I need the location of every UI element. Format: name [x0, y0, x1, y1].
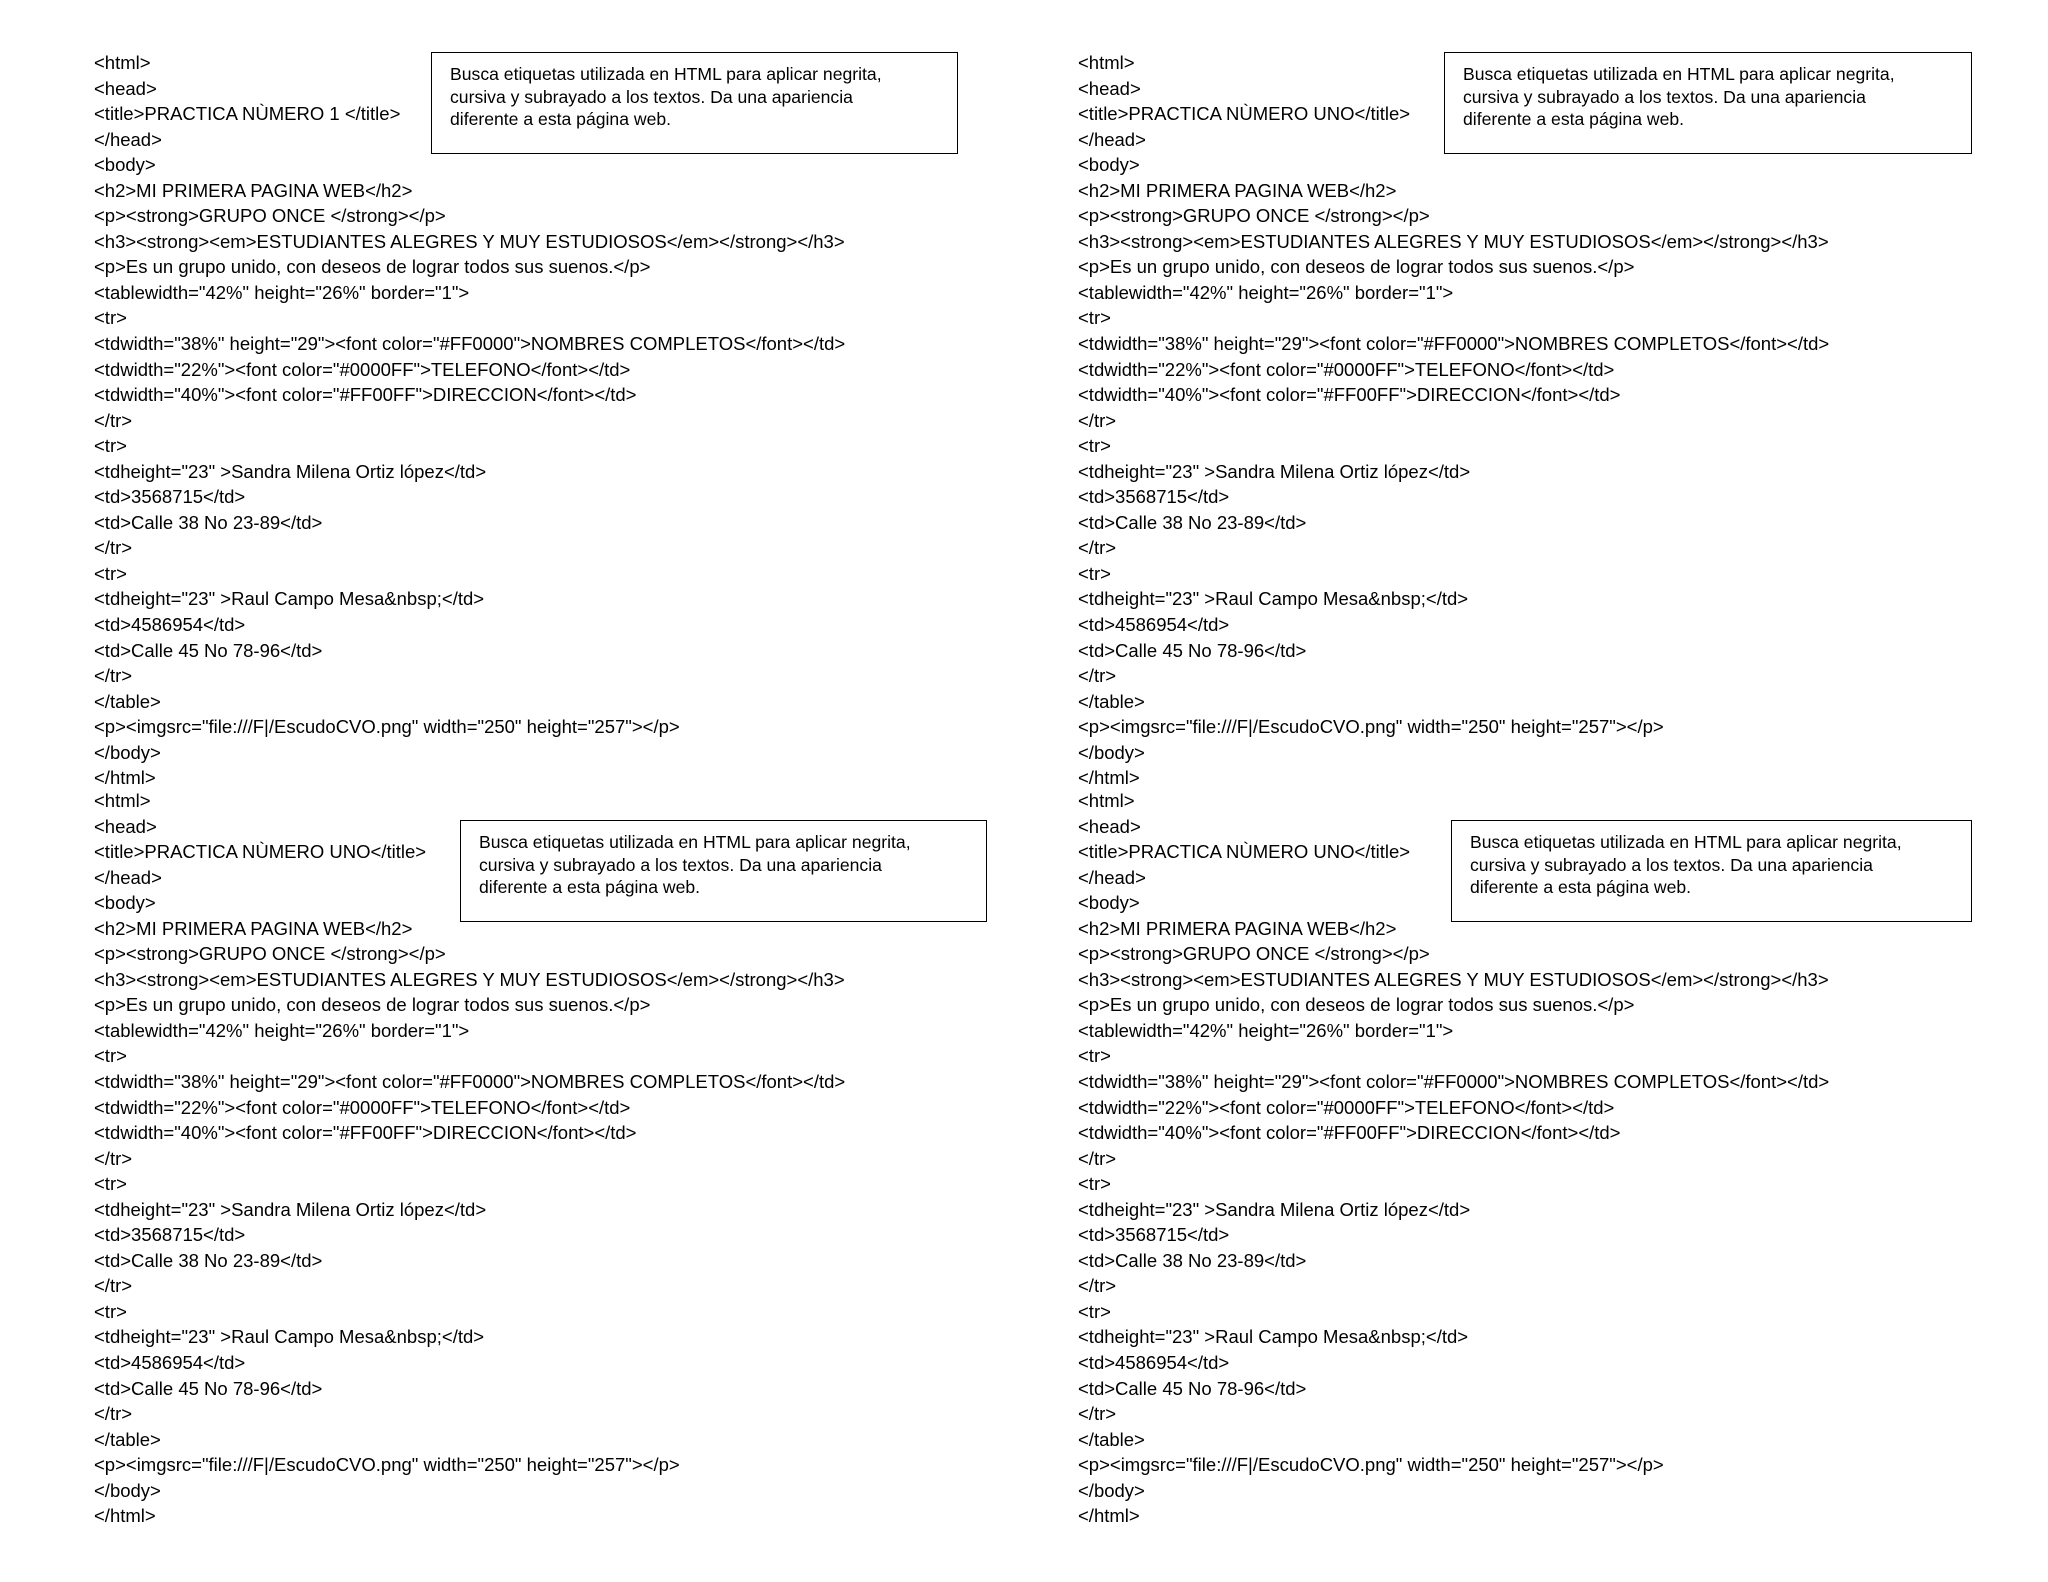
instruction-note-bottom-right [1451, 820, 1972, 922]
code-line: <p>Es un grupo unido, con deseos de lograr todos sus suenos.</p> [1078, 994, 1635, 1016]
note-line: Busca etiquetas utilizada en HTML para aplicar negrita, [479, 832, 911, 852]
code-line: <tdwidth="40%"><font color="#FF00FF">DIRECCION</font></td> [94, 1122, 637, 1144]
code-line: <tr> [1078, 562, 1111, 584]
code-line: </tr> [94, 1275, 133, 1297]
code-line: <h2>MI PRIMERA PAGINA WEB</h2> [1078, 179, 1397, 201]
note-line: diferente a esta página web. [450, 109, 672, 129]
code-lines [94, 50, 845, 791]
code-line: </body> [94, 741, 161, 763]
instruction-note-bottom-left [460, 820, 987, 922]
code-line: <html> [94, 790, 151, 811]
code-line: </tr> [1078, 1403, 1117, 1425]
code-line: <tablewidth="42%" height="26%" border="1"> [1078, 1019, 1454, 1041]
code-line: </tr> [1078, 409, 1117, 431]
code-line: <tr> [94, 1173, 127, 1195]
note-line: diferente a esta página web. [479, 877, 701, 897]
code-line: <tdheight="23" >Sandra Milena Ortiz lópez</td> [1078, 1198, 1471, 1220]
code-line: <h3><strong><em>ESTUDIANTES ALEGRES Y MUY ESTUDIOSOS</em></strong></h3> [1078, 968, 1829, 990]
code-line: <tr> [94, 1045, 127, 1067]
code-line: </tr> [94, 1403, 133, 1425]
code-line: <td>4586954</td> [94, 614, 246, 636]
code-line: <td>Calle 38 No 23-89</td> [94, 511, 323, 533]
code-line: <td>3568715</td> [94, 486, 246, 508]
code-line: <tdheight="23" >Raul Campo Mesa&nbsp;</td> [1078, 588, 1469, 610]
code-line: <tr> [1078, 1173, 1111, 1195]
code-line: <p><strong>GRUPO ONCE </strong></p> [1078, 205, 1430, 227]
code-line: <h2>MI PRIMERA PAGINA WEB</h2> [94, 917, 413, 939]
code-line: </body> [94, 1479, 161, 1501]
code-line: </table> [1078, 690, 1145, 712]
code-line: <td>4586954</td> [1078, 614, 1230, 636]
code-line: <td>Calle 45 No 78-96</td> [1078, 1377, 1307, 1399]
code-line: <p><imgsrc="file:///F|/EscudoCVO.png" width="250" height="257"></p> [94, 716, 680, 738]
code-line: <tdwidth="22%"><font color="#0000FF">TELEFONO</font></td> [94, 358, 631, 380]
code-line: </html> [1078, 1505, 1140, 1527]
code-line: <h3><strong><em>ESTUDIANTES ALEGRES Y MUY ESTUDIOSOS</em></strong></h3> [94, 230, 845, 252]
code-line: <tdwidth="22%"><font color="#0000FF">TELEFONO</font></td> [94, 1096, 631, 1118]
code-line: <title>PRACTICA NÙMERO UNO</title> [1078, 103, 1411, 125]
code-line: <p><strong>GRUPO ONCE </strong></p> [1078, 943, 1430, 965]
note-line: Busca etiquetas utilizada en HTML para aplicar negrita, [1463, 64, 1895, 84]
code-line: <tdwidth="38%" height="29"><font color="#FF0000">NOMBRES COMPLETOS</font></td> [94, 333, 846, 355]
code-line: </tr> [1078, 1147, 1117, 1169]
code-line: <tdwidth="38%" height="29"><font color="#FF0000">NOMBRES COMPLETOS</font></td> [1078, 333, 1830, 355]
note-line: diferente a esta página web. [1470, 877, 1692, 897]
code-line: <tdwidth="38%" height="29"><font color="#FF0000">NOMBRES COMPLETOS</font></td> [94, 1071, 846, 1093]
note-line: cursiva y subrayado a los textos. Da una apariencia [1470, 854, 1873, 875]
code-line: <tdheight="23" >Raul Campo Mesa&nbsp;</td> [1078, 1326, 1469, 1348]
code-line: </head> [94, 128, 162, 150]
code-line: <tdheight="23" >Raul Campo Mesa&nbsp;</td> [94, 1326, 485, 1348]
instruction-note-top-left [431, 52, 958, 154]
code-line: </head> [1078, 128, 1146, 150]
code-line: </head> [94, 866, 162, 888]
code-line: <title>PRACTICA NÙMERO UNO</title> [1078, 841, 1411, 863]
code-line: <body> [94, 892, 156, 914]
code-line: <td>3568715</td> [1078, 486, 1230, 508]
code-line: <title>PRACTICA NÙMERO 1 </title> [94, 103, 401, 125]
code-line: <p><imgsrc="file:///F|/EscudoCVO.png" width="250" height="257"></p> [1078, 716, 1664, 738]
code-line: <p><strong>GRUPO ONCE </strong></p> [94, 943, 446, 965]
code-line: <tdwidth="40%"><font color="#FF00FF">DIRECCION</font></td> [1078, 1122, 1621, 1144]
code-line: <head> [1078, 77, 1141, 99]
note-line: diferente a esta página web. [1463, 109, 1685, 129]
code-line: <p><imgsrc="file:///F|/EscudoCVO.png" width="250" height="257"></p> [94, 1454, 680, 1476]
code-line: <tr> [94, 562, 127, 584]
code-line: <tdheight="23" >Sandra Milena Ortiz lópez</td> [94, 1198, 487, 1220]
code-line: <td>Calle 38 No 23-89</td> [1078, 1249, 1307, 1271]
code-line: <tdheight="23" >Sandra Milena Ortiz lópez</td> [1078, 460, 1471, 482]
code-line: <tr> [1078, 435, 1111, 457]
code-line: </html> [1078, 767, 1140, 789]
code-line: </tr> [94, 1147, 133, 1169]
code-line: <html> [1078, 790, 1135, 811]
code-line: <tr> [94, 307, 127, 329]
code-line: <td>4586954</td> [94, 1352, 246, 1374]
code-line: </body> [1078, 741, 1145, 763]
code-line: </tr> [94, 537, 133, 559]
code-line: <tdwidth="22%"><font color="#0000FF">TELEFONO</font></td> [1078, 358, 1615, 380]
code-line: </head> [1078, 866, 1146, 888]
code-line: <p>Es un grupo unido, con deseos de lograr todos sus suenos.</p> [1078, 256, 1635, 278]
code-line: <td>Calle 45 No 78-96</td> [1078, 639, 1307, 661]
code-line: </html> [94, 1505, 156, 1527]
note-line: Busca etiquetas utilizada en HTML para aplicar negrita, [1470, 832, 1902, 852]
code-line: </table> [94, 1428, 161, 1450]
code-line: <td>3568715</td> [94, 1224, 246, 1246]
code-line: <head> [94, 77, 157, 99]
code-line: <p>Es un grupo unido, con deseos de lograr todos sus suenos.</p> [94, 256, 651, 278]
note-line: cursiva y subrayado a los textos. Da una apariencia [1463, 86, 1866, 107]
code-line: <h3><strong><em>ESTUDIANTES ALEGRES Y MUY ESTUDIOSOS</em></strong></h3> [1078, 230, 1829, 252]
code-line: <head> [94, 815, 157, 837]
note-line: cursiva y subrayado a los textos. Da una apariencia [479, 854, 882, 875]
code-line: <body> [1078, 892, 1140, 914]
code-line: <html> [1078, 52, 1135, 73]
code-line: <tdheight="23" >Sandra Milena Ortiz lópez</td> [94, 460, 487, 482]
note-line: cursiva y subrayado a los textos. Da una apariencia [450, 86, 853, 107]
code-line: </tr> [1078, 1275, 1117, 1297]
code-line: </table> [1078, 1428, 1145, 1450]
code-line: <p><imgsrc="file:///F|/EscudoCVO.png" width="250" height="257"></p> [1078, 1454, 1664, 1476]
code-line: <td>Calle 38 No 23-89</td> [94, 1249, 323, 1271]
code-line: <tr> [1078, 307, 1111, 329]
code-line: <td>3568715</td> [1078, 1224, 1230, 1246]
code-line: <title>PRACTICA NÙMERO UNO</title> [94, 841, 427, 863]
code-line: <tdwidth="22%"><font color="#0000FF">TELEFONO</font></td> [1078, 1096, 1615, 1118]
code-listing-top-left [94, 50, 845, 791]
instruction-note-top-right [1444, 52, 1972, 154]
code-line: </tr> [1078, 665, 1117, 687]
code-lines [1078, 50, 1829, 791]
code-line: <tdheight="23" >Raul Campo Mesa&nbsp;</td> [94, 588, 485, 610]
code-line: <body> [1078, 154, 1140, 176]
code-line: <body> [94, 154, 156, 176]
code-line: <tr> [1078, 1045, 1111, 1067]
code-line: <p><strong>GRUPO ONCE </strong></p> [94, 205, 446, 227]
code-line: <tr> [94, 1300, 127, 1322]
code-line: <h2>MI PRIMERA PAGINA WEB</h2> [94, 179, 413, 201]
code-line: <tablewidth="42%" height="26%" border="1"> [1078, 281, 1454, 303]
code-listing-top-right [1078, 50, 1829, 791]
code-line: <tablewidth="42%" height="26%" border="1"> [94, 281, 470, 303]
code-line: <td>Calle 45 No 78-96</td> [94, 639, 323, 661]
code-line: </html> [94, 767, 156, 789]
code-line: <tdwidth="38%" height="29"><font color="#FF0000">NOMBRES COMPLETOS</font></td> [1078, 1071, 1830, 1093]
code-line: <td>Calle 38 No 23-89</td> [1078, 511, 1307, 533]
code-line: </body> [1078, 1479, 1145, 1501]
note-line: Busca etiquetas utilizada en HTML para aplicar negrita, [450, 64, 882, 84]
code-line: <tr> [94, 435, 127, 457]
code-line: <tr> [1078, 1300, 1111, 1322]
code-line: </tr> [94, 409, 133, 431]
code-line: </table> [94, 690, 161, 712]
code-line: </tr> [94, 665, 133, 687]
code-line: <tdwidth="40%"><font color="#FF00FF">DIRECCION</font></td> [1078, 384, 1621, 406]
code-line: <tablewidth="42%" height="26%" border="1"> [94, 1019, 470, 1041]
code-line: <head> [1078, 815, 1141, 837]
code-line: <h3><strong><em>ESTUDIANTES ALEGRES Y MUY ESTUDIOSOS</em></strong></h3> [94, 968, 845, 990]
code-line: <td>4586954</td> [1078, 1352, 1230, 1374]
code-line: <html> [94, 52, 151, 73]
code-line: </tr> [1078, 537, 1117, 559]
code-line: <h2>MI PRIMERA PAGINA WEB</h2> [1078, 917, 1397, 939]
code-line: <p>Es un grupo unido, con deseos de lograr todos sus suenos.</p> [94, 994, 651, 1016]
code-line: <tdwidth="40%"><font color="#FF00FF">DIRECCION</font></td> [94, 384, 637, 406]
code-line: <td>Calle 45 No 78-96</td> [94, 1377, 323, 1399]
